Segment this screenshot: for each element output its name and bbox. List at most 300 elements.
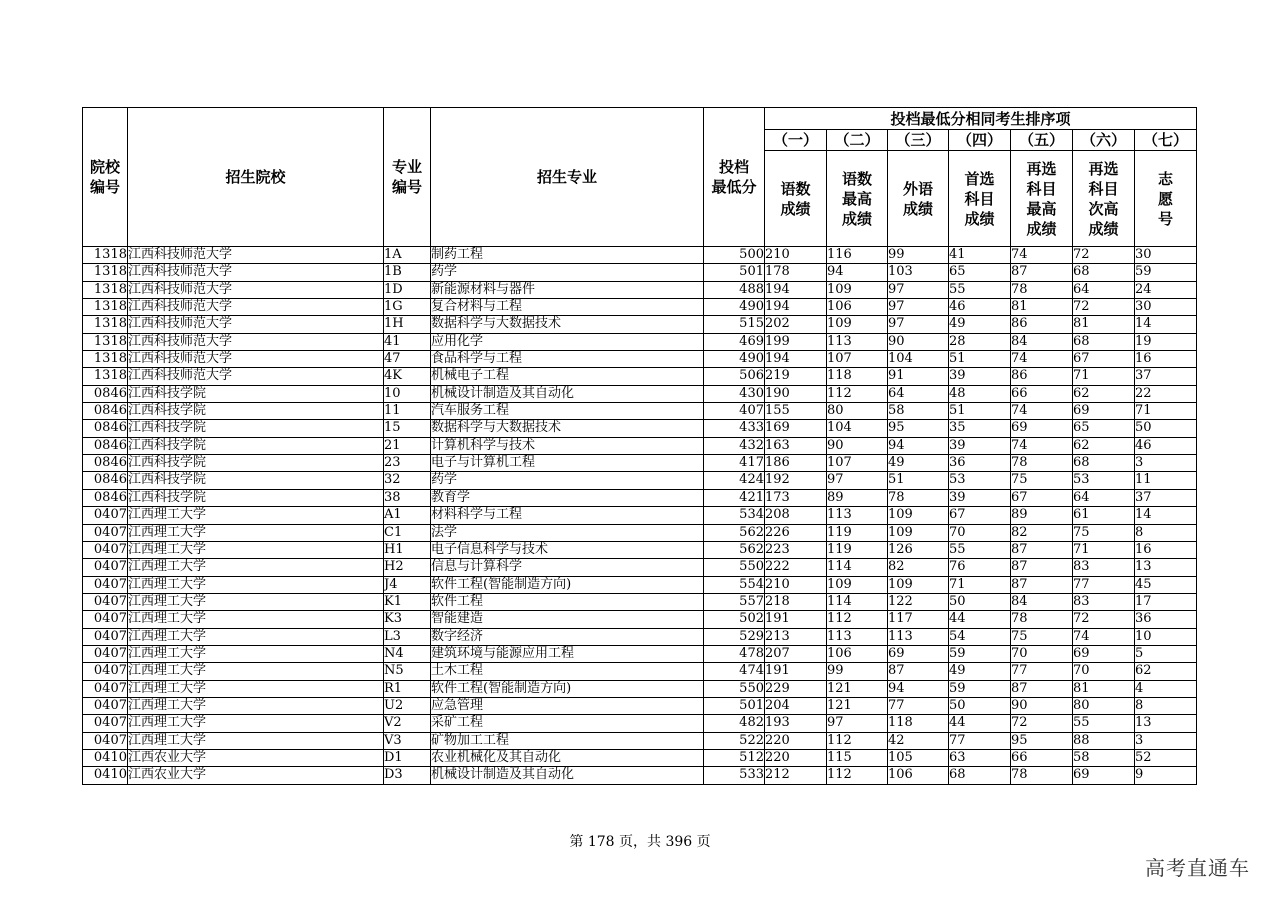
cell-reselect-max-score: 87: [1011, 576, 1073, 593]
cell-reselect-second-score: 83: [1073, 593, 1135, 610]
cell-yushu-max-score: 97: [827, 472, 888, 489]
cell-yushu-score: 210: [765, 576, 827, 593]
cell-school-code: 0407: [83, 663, 128, 680]
cell-yushu-max-score: 113: [827, 333, 888, 350]
cell-school-name: 江西科技师范大学: [128, 333, 384, 350]
header-sub-label-6: [1073, 151, 1135, 247]
cell-foreign-lang-score: 117: [888, 611, 949, 628]
cell-major-name: 农业机械化及其自动化: [431, 749, 704, 766]
cell-yushu-max-score: 115: [827, 749, 888, 766]
table-row: [83, 715, 1197, 732]
cell-school-code: 0846: [83, 420, 128, 437]
cell-preference-number: 13: [1135, 715, 1197, 732]
cell-first-subject-score: 50: [949, 593, 1011, 610]
cell-reselect-max-score: 86: [1011, 368, 1073, 385]
cell-yushu-score: 208: [765, 507, 827, 524]
cell-preference-number: 8: [1135, 697, 1197, 714]
cell-major-name: 机械设计制造及其自动化: [431, 767, 704, 784]
cell-reselect-max-score: 74: [1011, 351, 1073, 368]
header-sub-label-text: 志 愿 号: [1157, 169, 1173, 228]
cell-major-code: N5: [384, 663, 431, 680]
cell-preference-number: 59: [1135, 264, 1197, 281]
cell-reselect-max-score: 81: [1011, 299, 1073, 316]
table-row: [83, 767, 1197, 784]
cell-major-name: 土木工程: [431, 663, 704, 680]
cell-foreign-lang-score: 82: [888, 559, 949, 576]
cell-foreign-lang-score: 126: [888, 541, 949, 558]
cell-major-code: 15: [384, 420, 431, 437]
cell-foreign-lang-score: 90: [888, 333, 949, 350]
cell-major-name: 采矿工程: [431, 715, 704, 732]
cell-foreign-lang-score: 118: [888, 715, 949, 732]
admission-score-table: [82, 107, 1197, 785]
cell-school-name: 江西理工大学: [128, 732, 384, 749]
header-major-name: 招生专业: [431, 108, 704, 247]
header-sub-label-2: [827, 151, 888, 247]
cell-major-code: 4K: [384, 368, 431, 385]
cell-major-code: D3: [384, 767, 431, 784]
cell-school-name: 江西理工大学: [128, 645, 384, 662]
header-sub-number-1: （一）: [765, 130, 827, 151]
table-row: [83, 628, 1197, 645]
watermark-logo: 高考直通车: [1145, 856, 1250, 880]
cell-reselect-second-score: 65: [1073, 420, 1135, 437]
cell-foreign-lang-score: 104: [888, 351, 949, 368]
cell-school-name: 江西科技学院: [128, 403, 384, 420]
cell-school-code: 0407: [83, 611, 128, 628]
cell-yushu-max-score: 114: [827, 593, 888, 610]
cell-min-score: 407: [704, 403, 765, 420]
cell-reselect-second-score: 55: [1073, 715, 1135, 732]
cell-reselect-second-score: 53: [1073, 472, 1135, 489]
cell-reselect-second-score: 64: [1073, 281, 1135, 298]
cell-preference-number: 11: [1135, 472, 1197, 489]
cell-yushu-max-score: 112: [827, 732, 888, 749]
cell-major-name: 电子与计算机工程: [431, 455, 704, 472]
cell-major-code: 10: [384, 385, 431, 402]
cell-major-name: 材料科学与工程: [431, 507, 704, 524]
cell-school-name: 江西理工大学: [128, 524, 384, 541]
cell-foreign-lang-score: 91: [888, 368, 949, 385]
cell-preference-number: 13: [1135, 559, 1197, 576]
cell-yushu-max-score: 113: [827, 628, 888, 645]
cell-preference-number: 10: [1135, 628, 1197, 645]
cell-yushu-max-score: 112: [827, 611, 888, 628]
cell-major-name: 法学: [431, 524, 704, 541]
cell-major-name: 新能源材料与器件: [431, 281, 704, 298]
cell-first-subject-score: 46: [949, 299, 1011, 316]
cell-yushu-max-score: 80: [827, 403, 888, 420]
cell-major-name: 数字经济: [431, 628, 704, 645]
cell-first-subject-score: 51: [949, 351, 1011, 368]
cell-reselect-second-score: 69: [1073, 767, 1135, 784]
cell-yushu-max-score: 118: [827, 368, 888, 385]
cell-major-code: L3: [384, 628, 431, 645]
table-row: [83, 645, 1197, 662]
cell-major-code: V3: [384, 732, 431, 749]
cell-min-score: 529: [704, 628, 765, 645]
cell-min-score: 500: [704, 247, 765, 264]
cell-preference-number: 14: [1135, 316, 1197, 333]
cell-school-name: 江西理工大学: [128, 715, 384, 732]
cell-reselect-max-score: 87: [1011, 264, 1073, 281]
cell-yushu-max-score: 89: [827, 489, 888, 506]
cell-first-subject-score: 44: [949, 715, 1011, 732]
cell-foreign-lang-score: 77: [888, 697, 949, 714]
cell-preference-number: 30: [1135, 247, 1197, 264]
cell-school-name: 江西科技师范大学: [128, 316, 384, 333]
header-sub-number-4: （四）: [949, 130, 1011, 151]
cell-first-subject-score: 71: [949, 576, 1011, 593]
header-sub-label-text: 语数 成绩: [780, 179, 811, 218]
cell-major-code: K3: [384, 611, 431, 628]
cell-yushu-max-score: 97: [827, 715, 888, 732]
cell-first-subject-score: 67: [949, 507, 1011, 524]
cell-yushu-max-score: 121: [827, 697, 888, 714]
cell-major-code: 47: [384, 351, 431, 368]
cell-school-code: 0846: [83, 472, 128, 489]
cell-school-code: 0407: [83, 576, 128, 593]
cell-reselect-max-score: 74: [1011, 437, 1073, 454]
cell-first-subject-score: 53: [949, 472, 1011, 489]
cell-yushu-score: 212: [765, 767, 827, 784]
cell-min-score: 430: [704, 385, 765, 402]
cell-yushu-score: 220: [765, 749, 827, 766]
header-sub-number-7: （七）: [1135, 130, 1197, 151]
cell-foreign-lang-score: 106: [888, 767, 949, 784]
cell-yushu-max-score: 109: [827, 281, 888, 298]
cell-yushu-max-score: 104: [827, 420, 888, 437]
cell-yushu-max-score: 112: [827, 385, 888, 402]
cell-reselect-max-score: 70: [1011, 645, 1073, 662]
cell-foreign-lang-score: 94: [888, 680, 949, 697]
cell-yushu-score: 155: [765, 403, 827, 420]
header-sub-label-7: [1135, 151, 1197, 247]
cell-reselect-second-score: 71: [1073, 368, 1135, 385]
cell-school-name: 江西科技师范大学: [128, 299, 384, 316]
cell-reselect-max-score: 74: [1011, 403, 1073, 420]
cell-foreign-lang-score: 87: [888, 663, 949, 680]
header-sub-number-6: （六）: [1073, 130, 1135, 151]
cell-school-name: 江西理工大学: [128, 593, 384, 610]
cell-school-code: 0407: [83, 628, 128, 645]
cell-reselect-second-score: 70: [1073, 663, 1135, 680]
cell-reselect-max-score: 67: [1011, 489, 1073, 506]
cell-reselect-second-score: 62: [1073, 385, 1135, 402]
cell-reselect-second-score: 75: [1073, 524, 1135, 541]
cell-reselect-second-score: 69: [1073, 403, 1135, 420]
cell-school-name: 江西科技师范大学: [128, 247, 384, 264]
cell-reselect-second-score: 72: [1073, 611, 1135, 628]
cell-major-name: 数据科学与大数据技术: [431, 420, 704, 437]
cell-first-subject-score: 63: [949, 749, 1011, 766]
cell-school-code: 1318: [83, 281, 128, 298]
table-row: [83, 593, 1197, 610]
cell-reselect-second-score: 69: [1073, 645, 1135, 662]
cell-yushu-score: 210: [765, 247, 827, 264]
cell-major-name: 药学: [431, 472, 704, 489]
cell-yushu-max-score: 119: [827, 541, 888, 558]
table-row: [83, 264, 1197, 281]
cell-reselect-second-score: 83: [1073, 559, 1135, 576]
cell-min-score: 562: [704, 541, 765, 558]
cell-foreign-lang-score: 99: [888, 247, 949, 264]
cell-preference-number: 16: [1135, 351, 1197, 368]
cell-reselect-max-score: 69: [1011, 420, 1073, 437]
cell-min-score: 557: [704, 593, 765, 610]
cell-school-name: 江西科技学院: [128, 455, 384, 472]
cell-major-name: 教育学: [431, 489, 704, 506]
cell-yushu-score: 178: [765, 264, 827, 281]
table-row: [83, 385, 1197, 402]
cell-major-name: 机械设计制造及其自动化: [431, 385, 704, 402]
cell-major-name: 食品科学与工程: [431, 351, 704, 368]
table-row: [83, 559, 1197, 576]
cell-preference-number: 17: [1135, 593, 1197, 610]
cell-preference-number: 71: [1135, 403, 1197, 420]
cell-reselect-second-score: 81: [1073, 316, 1135, 333]
cell-min-score: 432: [704, 437, 765, 454]
cell-yushu-max-score: 99: [827, 663, 888, 680]
cell-reselect-max-score: 74: [1011, 247, 1073, 264]
cell-yushu-max-score: 114: [827, 559, 888, 576]
cell-school-name: 江西理工大学: [128, 697, 384, 714]
cell-school-code: 0410: [83, 749, 128, 766]
cell-foreign-lang-score: 78: [888, 489, 949, 506]
cell-min-score: 554: [704, 576, 765, 593]
cell-min-score: 522: [704, 732, 765, 749]
cell-major-code: C1: [384, 524, 431, 541]
cell-foreign-lang-score: 109: [888, 507, 949, 524]
cell-foreign-lang-score: 49: [888, 455, 949, 472]
cell-major-code: A1: [384, 507, 431, 524]
table-row: [83, 420, 1197, 437]
cell-min-score: 474: [704, 663, 765, 680]
cell-yushu-max-score: 107: [827, 351, 888, 368]
cell-preference-number: 16: [1135, 541, 1197, 558]
cell-major-name: 汽车服务工程: [431, 403, 704, 420]
table-row: [83, 247, 1197, 264]
cell-foreign-lang-score: 69: [888, 645, 949, 662]
cell-major-code: J4: [384, 576, 431, 593]
cell-yushu-score: 194: [765, 281, 827, 298]
header-sub-label-text: 外语 成绩: [902, 179, 933, 218]
cell-foreign-lang-score: 105: [888, 749, 949, 766]
cell-first-subject-score: 41: [949, 247, 1011, 264]
table-row: [83, 680, 1197, 697]
cell-reselect-max-score: 87: [1011, 541, 1073, 558]
cell-foreign-lang-score: 113: [888, 628, 949, 645]
cell-foreign-lang-score: 109: [888, 576, 949, 593]
cell-major-code: 23: [384, 455, 431, 472]
cell-foreign-lang-score: 97: [888, 299, 949, 316]
cell-yushu-max-score: 109: [827, 576, 888, 593]
cell-first-subject-score: 39: [949, 489, 1011, 506]
cell-first-subject-score: 49: [949, 663, 1011, 680]
cell-min-score: 469: [704, 333, 765, 350]
cell-school-name: 江西农业大学: [128, 767, 384, 784]
cell-first-subject-score: 68: [949, 767, 1011, 784]
cell-yushu-score: 173: [765, 489, 827, 506]
header-min-score-text: 投档 最低分: [711, 158, 757, 196]
header-sub-label-text: 语数 最高 成绩: [841, 169, 872, 228]
page-number: 第 178 页，共 396 页: [569, 834, 711, 850]
cell-major-code: 21: [384, 437, 431, 454]
cell-first-subject-score: 55: [949, 281, 1011, 298]
cell-school-code: 0407: [83, 732, 128, 749]
cell-preference-number: 24: [1135, 281, 1197, 298]
cell-preference-number: 3: [1135, 455, 1197, 472]
cell-preference-number: 30: [1135, 299, 1197, 316]
cell-yushu-score: 204: [765, 697, 827, 714]
cell-min-score: 533: [704, 767, 765, 784]
cell-yushu-max-score: 90: [827, 437, 888, 454]
cell-first-subject-score: 54: [949, 628, 1011, 645]
cell-school-name: 江西科技师范大学: [128, 351, 384, 368]
cell-reselect-second-score: 67: [1073, 351, 1135, 368]
cell-first-subject-score: 36: [949, 455, 1011, 472]
cell-major-code: 1G: [384, 299, 431, 316]
cell-reselect-max-score: 87: [1011, 559, 1073, 576]
cell-reselect-max-score: 87: [1011, 680, 1073, 697]
header-sub-number-5: （五）: [1011, 130, 1073, 151]
cell-major-code: H2: [384, 559, 431, 576]
cell-school-code: 0846: [83, 437, 128, 454]
cell-first-subject-score: 35: [949, 420, 1011, 437]
cell-preference-number: 37: [1135, 368, 1197, 385]
cell-yushu-max-score: 119: [827, 524, 888, 541]
cell-reselect-max-score: 75: [1011, 628, 1073, 645]
cell-reselect-max-score: 86: [1011, 316, 1073, 333]
cell-foreign-lang-score: 97: [888, 316, 949, 333]
cell-first-subject-score: 76: [949, 559, 1011, 576]
cell-school-code: 1318: [83, 247, 128, 264]
cell-foreign-lang-score: 95: [888, 420, 949, 437]
cell-first-subject-score: 65: [949, 264, 1011, 281]
cell-preference-number: 22: [1135, 385, 1197, 402]
cell-major-name: 计算机科学与技术: [431, 437, 704, 454]
cell-reselect-max-score: 77: [1011, 663, 1073, 680]
cell-yushu-max-score: 121: [827, 680, 888, 697]
cell-major-name: 软件工程(智能制造方向): [431, 680, 704, 697]
cell-reselect-max-score: 66: [1011, 749, 1073, 766]
cell-preference-number: 8: [1135, 524, 1197, 541]
cell-major-code: N4: [384, 645, 431, 662]
cell-school-name: 江西理工大学: [128, 507, 384, 524]
header-sub-number-2: （二）: [827, 130, 888, 151]
table-row: [83, 749, 1197, 766]
header-major-code: [384, 108, 431, 247]
cell-yushu-score: 191: [765, 663, 827, 680]
cell-preference-number: 46: [1135, 437, 1197, 454]
cell-preference-number: 36: [1135, 611, 1197, 628]
cell-yushu-score: 163: [765, 437, 827, 454]
cell-major-name: 应用化学: [431, 333, 704, 350]
cell-reselect-max-score: 72: [1011, 715, 1073, 732]
cell-first-subject-score: 51: [949, 403, 1011, 420]
cell-school-code: 0846: [83, 489, 128, 506]
cell-major-name: 数据科学与大数据技术: [431, 316, 704, 333]
cell-reselect-second-score: 81: [1073, 680, 1135, 697]
cell-foreign-lang-score: 97: [888, 281, 949, 298]
cell-yushu-score: 186: [765, 455, 827, 472]
cell-foreign-lang-score: 51: [888, 472, 949, 489]
cell-yushu-max-score: 116: [827, 247, 888, 264]
cell-reselect-second-score: 88: [1073, 732, 1135, 749]
cell-school-name: 江西科技学院: [128, 489, 384, 506]
cell-reselect-second-score: 74: [1073, 628, 1135, 645]
cell-min-score: 501: [704, 264, 765, 281]
cell-reselect-second-score: 68: [1073, 455, 1135, 472]
cell-min-score: 502: [704, 611, 765, 628]
header-sub-label-1: [765, 151, 827, 247]
cell-min-score: 433: [704, 420, 765, 437]
cell-first-subject-score: 70: [949, 524, 1011, 541]
cell-yushu-score: 222: [765, 559, 827, 576]
cell-school-code: 0407: [83, 680, 128, 697]
cell-min-score: 534: [704, 507, 765, 524]
cell-reselect-max-score: 78: [1011, 767, 1073, 784]
cell-min-score: 550: [704, 559, 765, 576]
table-row: [83, 541, 1197, 558]
cell-school-code: 0846: [83, 455, 128, 472]
cell-yushu-max-score: 106: [827, 645, 888, 662]
cell-reselect-second-score: 80: [1073, 697, 1135, 714]
header-sub-label-4: [949, 151, 1011, 247]
cell-school-code: 0407: [83, 507, 128, 524]
cell-school-code: 1318: [83, 368, 128, 385]
cell-reselect-max-score: 78: [1011, 455, 1073, 472]
cell-school-code: 1318: [83, 299, 128, 316]
cell-yushu-max-score: 113: [827, 507, 888, 524]
cell-yushu-score: 226: [765, 524, 827, 541]
cell-school-name: 江西科技师范大学: [128, 264, 384, 281]
cell-min-score: 490: [704, 299, 765, 316]
cell-reselect-max-score: 90: [1011, 697, 1073, 714]
cell-reselect-second-score: 61: [1073, 507, 1135, 524]
cell-yushu-score: 191: [765, 611, 827, 628]
header-sub-label-5: [1011, 151, 1073, 247]
header-school-name: 招生院校: [128, 108, 384, 247]
cell-yushu-score: 229: [765, 680, 827, 697]
cell-school-code: 0407: [83, 559, 128, 576]
cell-school-code: 0846: [83, 403, 128, 420]
cell-min-score: 488: [704, 281, 765, 298]
cell-school-name: 江西理工大学: [128, 628, 384, 645]
table-row: [83, 524, 1197, 541]
header-school-code: [83, 108, 128, 247]
cell-min-score: 490: [704, 351, 765, 368]
table-row: [83, 403, 1197, 420]
cell-major-code: 1H: [384, 316, 431, 333]
cell-major-name: 建筑环境与能源应用工程: [431, 645, 704, 662]
cell-major-code: K1: [384, 593, 431, 610]
cell-min-score: 501: [704, 697, 765, 714]
cell-yushu-score: 202: [765, 316, 827, 333]
cell-school-code: 0407: [83, 715, 128, 732]
cell-reselect-max-score: 78: [1011, 611, 1073, 628]
cell-first-subject-score: 77: [949, 732, 1011, 749]
table-row: [83, 507, 1197, 524]
cell-foreign-lang-score: 64: [888, 385, 949, 402]
cell-reselect-max-score: 95: [1011, 732, 1073, 749]
cell-school-name: 江西理工大学: [128, 680, 384, 697]
cell-foreign-lang-score: 94: [888, 437, 949, 454]
cell-yushu-score: 190: [765, 385, 827, 402]
cell-school-code: 0407: [83, 645, 128, 662]
cell-min-score: 417: [704, 455, 765, 472]
cell-first-subject-score: 50: [949, 697, 1011, 714]
